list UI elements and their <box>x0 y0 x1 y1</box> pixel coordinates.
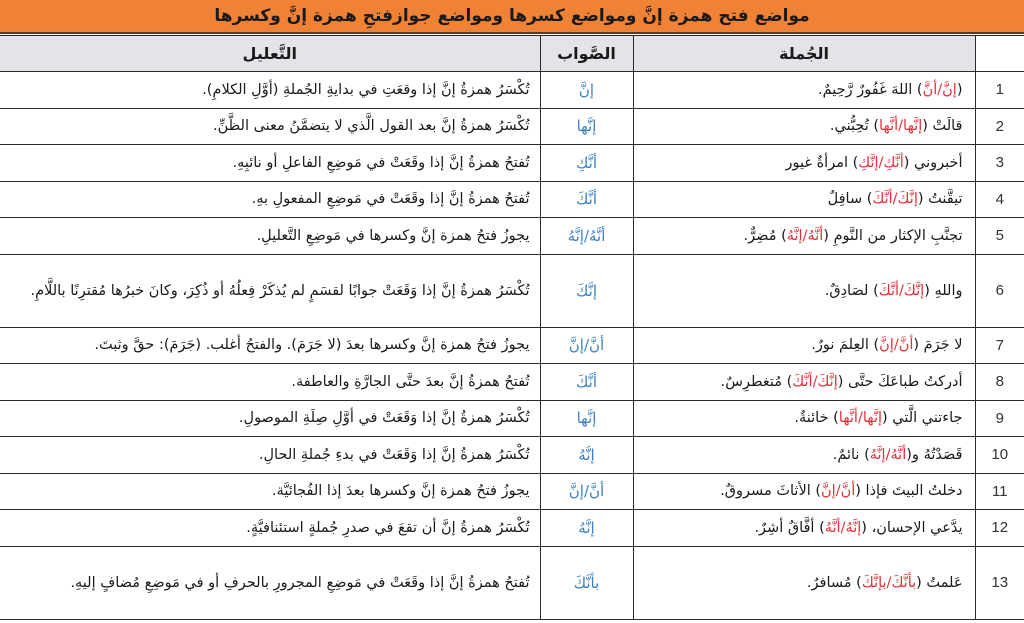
sentence-suffix: ) الأثاثَ مسروقٌ. <box>720 483 822 500</box>
sentence-suffix: ) تُحِبُّني. <box>829 118 879 135</box>
sentence-cell <box>633 473 975 510</box>
sentence-cell <box>633 400 975 437</box>
sentence-options: إنَّها/أنَّها <box>838 410 883 427</box>
table-row <box>0 327 1024 364</box>
row-number: 11 <box>975 473 1024 510</box>
table-row <box>0 145 1024 182</box>
answer-cell: أنَّهُ/إنَّهُ <box>540 218 633 255</box>
table-row <box>0 546 1024 619</box>
sentence-options: إنَّكَ/أنَّكَ <box>878 282 925 299</box>
row-number: 12 <box>975 510 1024 547</box>
row-number: 2 <box>975 108 1024 145</box>
header-sentence: الجُملة <box>633 36 975 72</box>
sentence-cell <box>633 72 975 109</box>
reason-cell: تُفتحُ همزةُ إنَّ إذا وقَعَتْ في مَوضِعِ المفعولِ بهِ. <box>0 181 540 218</box>
sentence-suffix: ) مُضِرٌّ. <box>743 227 787 244</box>
reason-cell: تُكْسَرُ همزةُ إنَّ إذا وقعَتِ في بدايةِ الجُملةِ (أوَّلِ الكلامِ). <box>0 72 540 109</box>
answer-cell: بأنَّكَ <box>540 546 633 619</box>
table-body <box>0 72 1024 620</box>
row-number: 7 <box>975 327 1024 364</box>
answer-cell: إنَّ <box>540 72 633 109</box>
sentence-suffix: ) سافِلٌ <box>827 191 873 208</box>
sentence-suffix: ) نائمٌ. <box>832 446 870 463</box>
table-row <box>0 108 1024 145</box>
reason-cell: تُكْسَرُ همزةُ إنَّ إذا وَقَعَتْ في بدءِ جُملةِ الحالِ. <box>0 437 540 474</box>
table-row <box>0 400 1024 437</box>
sentence-cell <box>633 218 975 255</box>
sentence-cell <box>633 364 975 401</box>
sentence-cell <box>633 437 975 474</box>
row-number: 8 <box>975 364 1024 401</box>
sentence-prefix: قَصَدْتُهُ و( <box>906 446 963 463</box>
sentence-prefix: قالَتْ ( <box>922 118 963 135</box>
sentence-prefix: دخلتُ البيتَ فإذا ( <box>855 483 963 500</box>
sentence-prefix: أدركتُ طباعَكَ حتَّى ( <box>837 373 963 390</box>
sentence-suffix: ) اللهَ غَفُورٌ رَّحِيمٌ. <box>818 81 923 98</box>
answer-cell: إنَّها <box>540 400 633 437</box>
sentence-suffix: ) أفَّاقٌ أشِرٌ. <box>754 519 825 536</box>
reason-cell: يجوزُ فتحُ همزة إنَّ وكسرها بعدَ إذا الفُجائيَّة. <box>0 473 540 510</box>
reason-cell: تُكْسَرُ همزةُ إنَّ إذا وَقَعَتْ في أوَّلِ صِلَةِ الموصولِ. <box>0 400 540 437</box>
sentence-cell <box>633 181 975 218</box>
sentence-options: إنَّها/أنَّها <box>879 118 923 135</box>
table-header-row <box>0 36 1024 72</box>
sentence-prefix: يدَّعي الإحسان، ( <box>861 519 963 536</box>
row-number: 6 <box>975 254 1024 327</box>
table-row <box>0 437 1024 474</box>
table-row <box>0 72 1024 109</box>
sentence-prefix: جاءتني الَّتي ( <box>882 410 963 427</box>
title-bar <box>0 0 1024 34</box>
sentence-prefix: أخبروني ( <box>903 154 963 171</box>
answer-cell: أنَّ/إنَّ <box>540 327 633 364</box>
answer-cell: أنَّ/إنَّ <box>540 473 633 510</box>
reason-cell: يجوزُ فتحُ همزة إنَّ وكسرها بعدَ (لا جَرَمَ). والفتحُ أغلب. (جَرَمَ): حقَّ وثبتَ. <box>0 327 540 364</box>
sentence-prefix: تيقَّنتُ ( <box>917 191 963 208</box>
sentence-options: أنَّكِ/إنَّكِ <box>858 154 904 171</box>
sentence-options: أنَّهُ/إنَّهُ <box>869 446 907 463</box>
answer-cell: أنَّكَ <box>540 364 633 401</box>
rules-table <box>0 35 1024 620</box>
answer-cell: إنَّها <box>540 108 633 145</box>
reason-cell: تُفتحُ همزةُ إنَّ إذا وقَعَتْ في مَوضِعِ المجرورِ بالحرفِ أو في مَوضِعِ مُضافٍ إليهِ. <box>0 546 540 619</box>
table-row <box>0 364 1024 401</box>
reason-cell: تُفتحُ همزةُ إنَّ إذا وقَعَتْ في مَوضِعِ الفاعلِ أو نائبِهِ. <box>0 145 540 182</box>
row-number: 1 <box>975 72 1024 109</box>
row-number: 4 <box>975 181 1024 218</box>
page-title: مواضع فتح همزة إنَّ ومواضع كسرها ومواضع جوازفتحِ همزة إنَّ وكسرها <box>214 6 810 26</box>
sentence-cell <box>633 327 975 364</box>
sentence-prefix: ( <box>956 81 963 98</box>
row-number: 9 <box>975 400 1024 437</box>
sentence-suffix: ) مُتغطرِسٌ. <box>720 373 793 390</box>
header-number <box>975 36 1024 72</box>
sentence-suffix: ) مُسافرٌ. <box>806 574 862 591</box>
reason-cell: تُكْسَرُ همزةُ إنَّ إذا وَقَعَتْ جوابًا لقسَمٍ لم يُذكَرْ فِعلُهُ أو ذُكِرَ، وكانَ خبرُها مُقترِنًا باللَّامِ. <box>0 254 540 327</box>
sentence-options: إنَّهُ/أنَّهُ <box>824 519 862 536</box>
sentence-options: أنَّ/إنَّ <box>879 337 914 354</box>
sentence-options: إنَّ/أنَّ <box>922 81 957 98</box>
sentence-suffix: ) امرأةٌ غيور <box>785 154 859 171</box>
sentence-options: إنَّكَ/أنَّكَ <box>872 191 918 208</box>
answer-cell: إنَّكَ <box>540 254 633 327</box>
reason-cell: تُكْسَرُ همزةُ إنَّ أن تقعَ في صدرِ جُملةٍ استئنافيَّةٍ. <box>0 510 540 547</box>
table-row <box>0 510 1024 547</box>
row-number: 13 <box>975 546 1024 619</box>
answer-cell: أنَّكِ <box>540 145 633 182</box>
answer-cell: إنَّهُ <box>540 510 633 547</box>
row-number: 10 <box>975 437 1024 474</box>
sentence-cell <box>633 254 975 327</box>
table-row <box>0 181 1024 218</box>
sentence-suffix: ) خائنةٌ. <box>794 410 839 427</box>
sentence-options: بأنَّكَ/بإنَّكَ <box>861 574 917 591</box>
sentence-prefix: لا جَرَمَ ( <box>913 337 963 354</box>
table-row <box>0 473 1024 510</box>
table-row <box>0 254 1024 327</box>
row-number: 5 <box>975 218 1024 255</box>
sentence-prefix: عَلمتُ ( <box>916 574 963 591</box>
reason-cell: تُكْسَرُ همزةُ إنَّ بعد القول الَّذي لا يتضمَّنُ معنى الظَّنِّ. <box>0 108 540 145</box>
sentence-prefix: تجنَّبِ الإكثار من النَّومِ ( <box>823 227 963 244</box>
header-reason: التَّعليل <box>0 36 540 72</box>
sentence-prefix: واللهِ ( <box>924 282 963 299</box>
sentence-options: إنَّكَ/أنَّكَ <box>792 373 838 390</box>
sentence-cell <box>633 145 975 182</box>
sentence-suffix: ) العِلمَ نورٌ. <box>811 337 880 354</box>
row-number: 3 <box>975 145 1024 182</box>
sentence-options: أنَّهُ/إنَّهُ <box>786 227 824 244</box>
answer-cell: إنَّهُ <box>540 437 633 474</box>
sentence-suffix: ) لصَادِقٌ. <box>824 282 879 299</box>
table-row <box>0 218 1024 255</box>
sentence-options: أنَّ/إنَّ <box>821 483 856 500</box>
sentence-cell <box>633 108 975 145</box>
reason-cell: تُفتحُ همزةُ إنَّ بعدَ حتَّى الجارَّةِ والعاطفة. <box>0 364 540 401</box>
header-answer: الصَّواب <box>540 36 633 72</box>
sentence-cell <box>633 510 975 547</box>
sentence-cell <box>633 546 975 619</box>
reason-cell: يجوزُ فتحُ همزة إنَّ وكسرها في مَوضِعِ التَّعليلِ. <box>0 218 540 255</box>
answer-cell: أنَّكَ <box>540 181 633 218</box>
